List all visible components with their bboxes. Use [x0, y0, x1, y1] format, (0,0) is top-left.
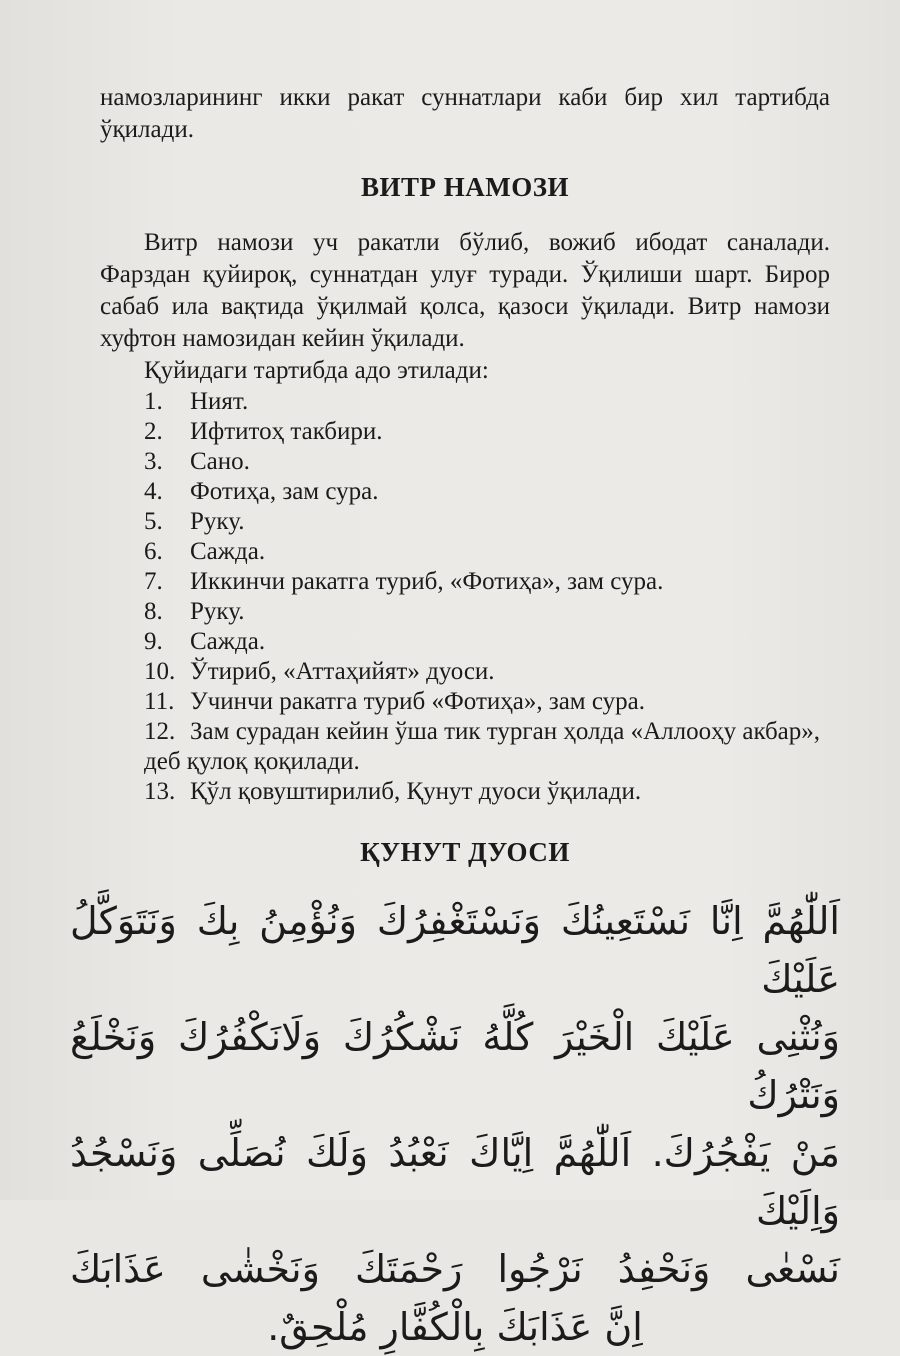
steps-list: [100, 387, 830, 807]
arabic-line-4: نَسْعٰى وَنَحْفِدُ نَرْجُوا رَحْمَتَكَ وَنَخْشٰى عَذَابَكَ: [70, 1247, 840, 1291]
list-item: 6. Сажда.: [144, 538, 266, 565]
arabic-line-1: اَللّٰهُمَّ اِنَّا نَسْتَعِينُكَ وَنَسْتَغْفِرُكَ وَنُؤْمِنُ بِكَ وَنَتَوَكَّلُ عَلَيْكَ: [70, 899, 840, 1001]
list-intro: Қуйидаги тартибда адо этилади:: [144, 357, 489, 384]
intro-line: намозларининг икки ракат суннатлари каби бир хил тартибда ўқилади.: [100, 84, 830, 143]
list-item: 5. Руку.: [144, 508, 245, 535]
section-title-vitr: ВИТР НАМОЗИ: [361, 172, 569, 202]
arabic-line-2: وَنُثْنِى عَلَيْكَ الْخَيْرَ كُلَّهُ نَشْكُرُكَ وَلَانَكْفُرُكَ وَنَخْلَعُ وَنَتْرُكُ: [70, 1015, 840, 1117]
list-item: 3. Сано.: [144, 448, 250, 475]
arabic-line-3: مَنْ يَفْجُرُكَ. اَللّٰهُمَّ اِيَّاكَ نَعْبُدُ وَلَكَ نُصَلِّى وَنَسْجُدُ وَاِلَيْكَ: [70, 1131, 840, 1233]
vitr-paragraph: Витр намози уч ракатли бўлиб, вожиб ибодат саналади. Фарздан қуйироқ, суннатдан улуғ туради. Ўқилиши шарт. Бирор сабаб ила вақтида ўқилмай қолса, қазоси ўқилади. Витр намози хуфтон намозидан кейин ўқилади.: [100, 229, 830, 352]
arabic-line-5: اِنَّ عَذَابَكَ بِالْكُفَّارِ مُلْحِقٌ.: [267, 1305, 643, 1349]
list-item: 1. Ният.: [144, 388, 249, 415]
qunut-arabic-text: [70, 892, 840, 1356]
list-item: 10. Ўтириб, «Аттаҳийят» дуоси.: [144, 658, 495, 685]
list-item: 4. Фотиҳа, зам сура.: [144, 478, 379, 505]
list-item: 7. Иккинчи ракатга туриб, «Фотиҳа», зам сура.: [144, 568, 664, 595]
list-item: 12. Зам сурадан кейин ўша тик турган ҳолда «Аллооҳу акбар», деб қулоқ қоқилади.: [144, 718, 821, 775]
list-item: 11. Учинчи ракатга туриб «Фотиҳа», зам сура.: [144, 688, 645, 715]
list-item: 13. Қўл қовуштирилиб, Қунут дуоси ўқилади.: [144, 778, 642, 805]
section-title-qunut: ҚУНУТ ДУОСИ: [360, 837, 570, 867]
list-item: 9. Сажда.: [144, 628, 266, 655]
list-item: 2. Ифтитоҳ такбири.: [144, 418, 383, 445]
list-item: 8. Руку.: [144, 598, 245, 625]
